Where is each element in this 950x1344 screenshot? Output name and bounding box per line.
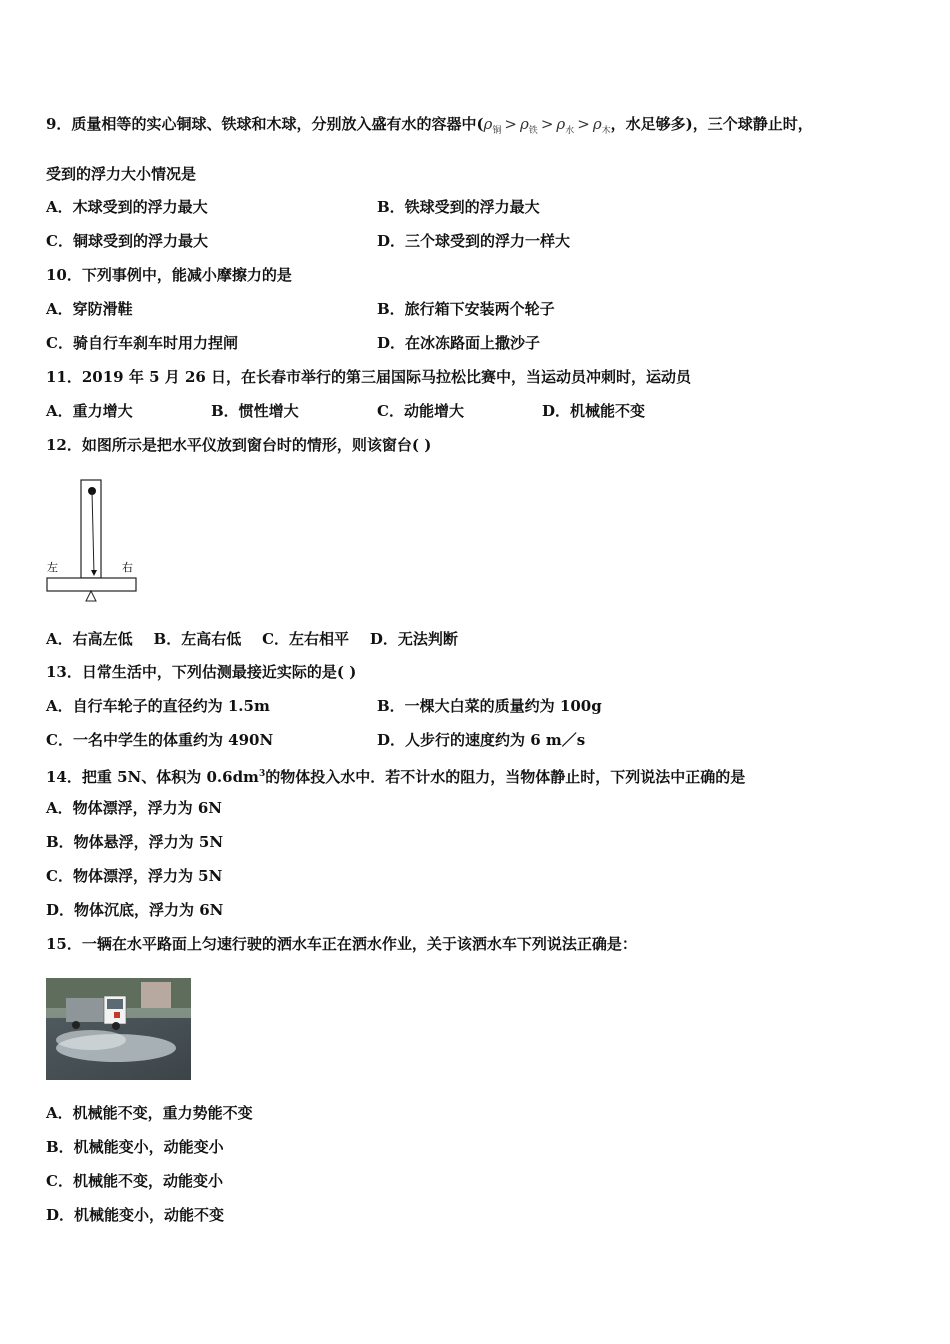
label-left: 左 [47, 561, 58, 574]
q14-option-c: C．物体漂浮，浮力为 5N [46, 867, 223, 885]
level-pendulum-string [92, 491, 94, 574]
q9-density-inequality: $\rho_铜 > \rho_铁 > \rho_水 > \rho_木$ [483, 115, 611, 136]
sprinkler-truck-photo [46, 978, 191, 1080]
truck-windshield [107, 999, 123, 1009]
label-right: 右 [122, 561, 133, 574]
q14-stem: 14．把重 5N、体积为 $0.6dm^3$的物体投入水中．若不计水的阻力，当物体静止时，下列说法中正确的是 [46, 768, 746, 786]
q13-option-a: A．自行车轮子的直径约为 1.5m [46, 697, 270, 715]
q15-option-d: D．机械能变小，动能不变 [46, 1206, 225, 1224]
q11-stem: 11．2019 年 5 月 26 日，在长春市举行的第三届国际马拉松比赛中，当运动员冲刺时，运动员 [46, 368, 692, 386]
q14-option-b: B．物体悬浮，浮力为 5N [46, 833, 224, 851]
q11-option-d: D．机械能不变 [542, 402, 646, 420]
q15-option-c: C．机械能不变，动能变小 [46, 1172, 223, 1190]
q13-option-c: C．一名中学生的体重约为 490N [46, 731, 274, 749]
q10-option-d: D．在冰冻路面上撒沙子 [377, 334, 541, 352]
q14-option-a: A．物体漂浮，浮力为 6N [46, 799, 223, 817]
windowsill-board [47, 578, 136, 591]
q9-stem-cont: 受到的浮力大小情况是 [46, 165, 197, 183]
q10-option-c: C．骑自行车刹车时用力捏闸 [46, 334, 238, 352]
truck-wheel [112, 1022, 120, 1030]
q9-option-c: C．铜球受到的浮力最大 [46, 232, 208, 250]
q13-option-d: D．人步行的速度约为 6 m／s [377, 731, 586, 749]
q15-stem: 15．一辆在水平路面上匀速行驶的洒水车正在洒水作业，关于该洒水车下列说法正确是： [46, 935, 637, 953]
q13-stem: 13．日常生活中，下列估测最接近实际的是( ) [46, 663, 357, 681]
background-building [141, 982, 171, 1008]
truck-wheel [72, 1021, 80, 1029]
q12-options: A．右高左低 B．左高右低 C．左右相平 D．无法判断 [46, 630, 458, 648]
q15-option-b: B．机械能变小，动能变小 [46, 1138, 224, 1156]
q14-option-d: D．物体沉底，浮力为 6N [46, 901, 224, 919]
q15-option-a: A．机械能不变，重力势能不变 [46, 1104, 253, 1122]
q11-option-a: A．重力增大 [46, 402, 133, 420]
q12-stem: 12．如图所示是把水平仪放到窗台时的情形，则该窗台( ) [46, 436, 432, 454]
q9-option-b: B．铁球受到的浮力最大 [377, 198, 540, 216]
spirit-level-figure [46, 478, 146, 608]
q9-option-a: A．木球受到的浮力最大 [46, 198, 208, 216]
q9-stem: 9．质量相等的实心铜球、铁球和木球，分别放入盛有水的容器中($\rho_铜 > \rho_铁 > \rho_水 > \rho_木$，水足够多)，三个球静止时， [46, 115, 813, 136]
q10-option-a: A．穿防滑鞋 [46, 300, 133, 318]
q10-stem: 10．下列事例中，能减小摩擦力的是 [46, 266, 292, 284]
q11-option-c: C．动能增大 [377, 402, 464, 420]
q10-option-b: B．旅行箱下安装两个轮子 [377, 300, 555, 318]
q9-option-d: D．三个球受到的浮力一样大 [377, 232, 571, 250]
q11-option-b: B．惯性增大 [211, 402, 299, 420]
truck-tank [66, 998, 104, 1022]
fulcrum-triangle [86, 591, 96, 601]
q13-option-b: B．一棵大白菜的质量约为 100g [377, 697, 602, 715]
level-pointer [91, 570, 97, 576]
truck-emblem [114, 1012, 120, 1018]
